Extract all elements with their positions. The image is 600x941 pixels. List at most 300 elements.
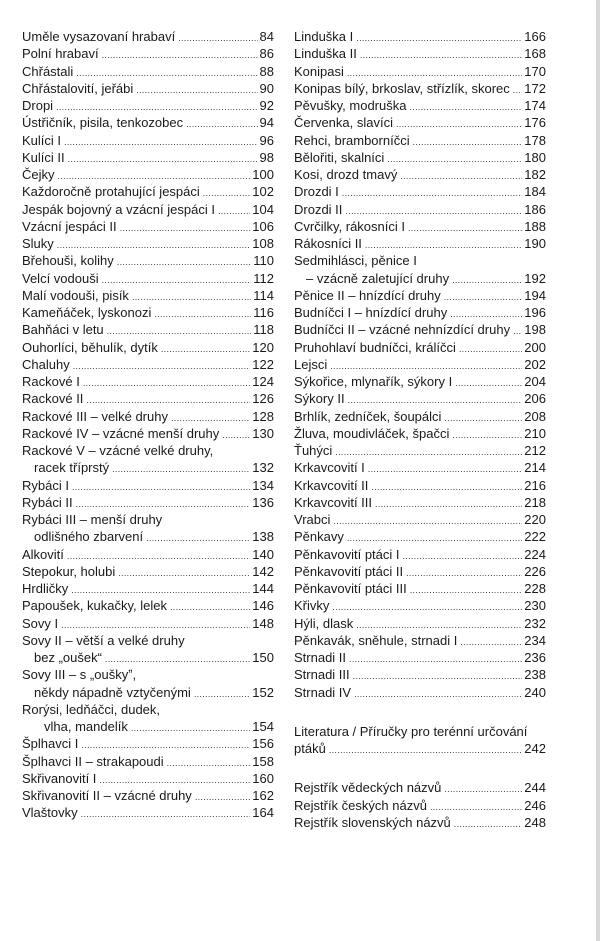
dot-leader bbox=[408, 218, 522, 235]
toc-entry-page: 238 bbox=[524, 667, 546, 683]
dot-leader bbox=[112, 459, 250, 476]
toc-entry[interactable] bbox=[294, 684, 546, 701]
dot-leader bbox=[400, 166, 522, 183]
toc-entry-page: 180 bbox=[524, 149, 546, 165]
dot-leader bbox=[118, 563, 250, 580]
toc-entry-page: 244 bbox=[524, 780, 546, 796]
toc-entry[interactable] bbox=[22, 132, 274, 149]
toc-entry-title: Sovy I bbox=[22, 615, 59, 631]
toc-entry-title: Strnadi II bbox=[294, 650, 347, 665]
toc-entry-title: – vzácně zaletující druhy bbox=[306, 270, 450, 286]
toc-entry-title: Malí vodouši, pisík bbox=[22, 287, 129, 303]
dot-leader bbox=[342, 183, 523, 200]
dot-leader bbox=[409, 97, 522, 114]
toc-entry-title: Pěnkavovití ptáci II bbox=[294, 563, 404, 579]
toc-entry[interactable] bbox=[22, 615, 274, 632]
toc-entry-page: 86 bbox=[259, 46, 274, 62]
toc-entry[interactable] bbox=[22, 546, 274, 563]
dot-leader bbox=[513, 80, 523, 97]
dot-leader bbox=[513, 321, 522, 338]
toc-entry[interactable] bbox=[22, 597, 274, 614]
toc-entry-title: ptáků bbox=[294, 741, 326, 756]
toc-entry-page: 184 bbox=[524, 184, 546, 200]
dot-leader bbox=[332, 597, 522, 614]
toc-entry[interactable] bbox=[294, 390, 546, 407]
toc-entry-page: 240 bbox=[524, 684, 546, 700]
toc-entry[interactable] bbox=[22, 511, 274, 546]
toc-entry[interactable] bbox=[22, 270, 274, 287]
toc-entry-title: Vlaštovky bbox=[22, 805, 78, 821]
toc-entry-title: Polní hrabaví bbox=[22, 46, 99, 62]
toc-entry[interactable] bbox=[294, 356, 546, 373]
toc-entry-title: Stepokur, holubi bbox=[22, 563, 116, 579]
toc-entry[interactable] bbox=[22, 218, 274, 235]
dot-leader bbox=[171, 408, 250, 425]
toc-entry-title-first-line: Rackové V – vzácné velké druhy, bbox=[22, 443, 214, 458]
toc-entry[interactable] bbox=[22, 166, 274, 183]
toc-entry-page: 162 bbox=[252, 788, 274, 803]
toc-entry[interactable] bbox=[22, 390, 274, 407]
dot-leader bbox=[161, 339, 250, 356]
toc-entry-title: Strnadi IV bbox=[294, 684, 352, 700]
toc-entry-title: Sýkory II bbox=[294, 391, 345, 407]
toc-entry-title: Brhlík, zedníček, šoupálci bbox=[294, 408, 442, 424]
toc-entry-page: 214 bbox=[524, 460, 546, 476]
toc-entry-title: Papoušek, kukačky, lelek bbox=[22, 598, 167, 614]
toc-entry-page: 164 bbox=[252, 805, 274, 821]
toc-entry-title-first-line: Literatura / Příručky pro terénní určování bbox=[294, 723, 528, 739]
toc-entry-page: 144 bbox=[252, 581, 274, 596]
toc-entry[interactable] bbox=[22, 183, 274, 200]
toc-entry-page: 94 bbox=[259, 115, 274, 131]
toc-entry[interactable] bbox=[22, 770, 274, 787]
toc-entry[interactable] bbox=[294, 814, 546, 831]
toc-entry-page: 188 bbox=[524, 218, 546, 234]
toc-entry[interactable] bbox=[294, 528, 546, 545]
toc-entry-title: Pěvušky, modruška bbox=[294, 98, 407, 113]
toc-entry-title: Hrdličky bbox=[22, 581, 69, 596]
dot-leader bbox=[203, 183, 251, 200]
toc-entry-title: Rejstřík slovenských názvů bbox=[294, 814, 451, 830]
toc-entry-title: Rejstřík českých názvů bbox=[294, 797, 427, 813]
dot-leader bbox=[136, 80, 257, 97]
toc-entry-page: 194 bbox=[524, 287, 546, 303]
toc-entry-page: 112 bbox=[253, 270, 274, 286]
toc-column-right bbox=[294, 28, 546, 831]
toc-entry-page: 198 bbox=[524, 322, 546, 338]
toc-entry-title: Chřástali bbox=[22, 63, 74, 79]
toc-entry[interactable] bbox=[22, 442, 274, 477]
toc-entry-page: 160 bbox=[252, 770, 274, 786]
dot-leader bbox=[170, 597, 250, 614]
toc-entry-title: odlišného zbarvení bbox=[34, 529, 144, 545]
toc-entry[interactable] bbox=[294, 373, 546, 390]
toc-entry-title: Pěnice II – hnízdící druhy bbox=[294, 287, 441, 303]
toc-entry-page: 118 bbox=[253, 322, 274, 338]
toc-entry-title: Rejstřík vědeckých názvů bbox=[294, 780, 442, 796]
dot-leader bbox=[67, 546, 250, 563]
dot-leader bbox=[56, 97, 257, 114]
dot-leader bbox=[356, 28, 522, 45]
toc-entry[interactable] bbox=[22, 356, 274, 373]
toc-entry-page: 150 bbox=[252, 650, 274, 665]
dot-leader bbox=[102, 270, 252, 287]
toc-entry[interactable] bbox=[294, 114, 546, 131]
toc-entry-title: Krkavcovití I bbox=[294, 460, 365, 476]
toc-entry-title: Velcí vodouši bbox=[22, 270, 99, 286]
toc-entry-title: Chřástalovití, jeřábi bbox=[22, 80, 134, 96]
dot-leader bbox=[71, 580, 250, 597]
toc-entry[interactable] bbox=[294, 63, 546, 80]
toc-entry-title: Šplhavci I bbox=[22, 736, 79, 752]
toc-entry-page: 222 bbox=[524, 529, 546, 545]
toc-entry[interactable] bbox=[294, 149, 546, 166]
toc-entry[interactable] bbox=[294, 511, 546, 528]
toc-entry-title: Břehouši, kolihy bbox=[22, 253, 114, 269]
dot-leader bbox=[353, 666, 523, 683]
dot-leader bbox=[72, 477, 250, 494]
toc-entry[interactable] bbox=[22, 804, 274, 821]
toc-entry[interactable] bbox=[294, 252, 546, 287]
toc-entry[interactable] bbox=[22, 425, 274, 442]
toc-entry[interactable] bbox=[294, 597, 546, 614]
toc-entry-page: 234 bbox=[524, 632, 546, 648]
toc-entry-page: 130 bbox=[252, 425, 274, 441]
toc-entry-page: 148 bbox=[252, 615, 274, 631]
toc-entry[interactable] bbox=[294, 459, 546, 476]
dot-leader bbox=[375, 494, 522, 511]
toc-entry-page: 212 bbox=[524, 443, 546, 458]
toc-entry-page: 100 bbox=[252, 167, 274, 182]
toc-entry-title: Skřivanovití II – vzácné druhy bbox=[22, 788, 192, 803]
toc-entry[interactable] bbox=[294, 235, 546, 252]
dot-leader bbox=[167, 753, 251, 770]
toc-entry-title: Rehci, bramborníčci bbox=[294, 132, 410, 148]
page-edge bbox=[596, 0, 600, 941]
toc-entry[interactable] bbox=[294, 132, 546, 149]
dot-leader bbox=[403, 546, 523, 563]
toc-entry-page: 200 bbox=[524, 339, 546, 355]
toc-entry-title: Čejky bbox=[22, 167, 55, 182]
toc-entry-title: Pruhohlaví budníčci, králíčci bbox=[294, 339, 456, 355]
toc-entry-page: 206 bbox=[524, 391, 546, 407]
toc-entry-title: Drozdi II bbox=[294, 201, 343, 217]
toc-entry-title: Sýkořice, mlynařík, sýkory I bbox=[294, 374, 453, 389]
toc-entry-title: Bahňáci v letu bbox=[22, 322, 104, 338]
toc-entry[interactable] bbox=[294, 632, 546, 649]
toc-entry-title: Rákosníci II bbox=[294, 236, 362, 251]
toc-entry-title: Lejsci bbox=[294, 356, 328, 372]
toc-entry[interactable] bbox=[22, 114, 274, 131]
dot-leader bbox=[83, 373, 250, 390]
dot-leader bbox=[371, 477, 522, 494]
dot-leader bbox=[330, 356, 522, 373]
toc-entry-title: Žluva, moudivláček, špačci bbox=[294, 425, 450, 441]
toc-entry[interactable] bbox=[294, 80, 546, 97]
toc-entry-title: někdy nápadně vztyčenými bbox=[34, 684, 191, 700]
dot-leader bbox=[117, 252, 251, 269]
toc-entry-title: Budníčci II – vzácné nehnízdící druhy bbox=[294, 322, 511, 338]
toc-entry-page: 226 bbox=[524, 563, 546, 579]
toc-entry[interactable] bbox=[22, 563, 274, 580]
toc-entry-page: 134 bbox=[252, 477, 274, 493]
dot-leader bbox=[132, 287, 251, 304]
dot-leader bbox=[86, 390, 250, 407]
toc-entry-title: Rackové IV – vzácné menší druhy bbox=[22, 425, 220, 441]
toc-entry[interactable] bbox=[294, 97, 546, 114]
toc-entry[interactable] bbox=[294, 797, 546, 814]
dot-leader bbox=[452, 425, 522, 442]
toc-entry[interactable] bbox=[294, 321, 546, 338]
toc-entry-title: Červenka, slavíci bbox=[294, 115, 393, 131]
toc-entry-title-first-line: Sedmihlásci, pěnice I bbox=[294, 253, 417, 269]
dot-leader bbox=[154, 304, 251, 321]
toc-entry-page: 248 bbox=[524, 814, 546, 830]
dot-leader bbox=[455, 373, 522, 390]
toc-entry-page: 110 bbox=[253, 253, 274, 269]
dot-leader bbox=[410, 580, 523, 597]
dot-leader bbox=[348, 390, 523, 407]
toc-entry-title: Křivky bbox=[294, 598, 330, 614]
toc-entry[interactable] bbox=[294, 304, 546, 321]
dot-leader bbox=[454, 814, 523, 831]
dot-leader bbox=[186, 114, 257, 131]
toc-entry[interactable] bbox=[294, 339, 546, 356]
toc-entry-title: Vrabci bbox=[294, 512, 331, 527]
toc-entry-page: 98 bbox=[259, 149, 274, 165]
toc-entry-page: 210 bbox=[524, 425, 546, 441]
dot-leader bbox=[347, 63, 522, 80]
dot-leader bbox=[368, 459, 523, 476]
toc-entry-page: 168 bbox=[524, 46, 546, 62]
dot-leader bbox=[146, 528, 250, 545]
toc-entry-title-first-line: Rorýsi, ledňáčci, dudek, bbox=[22, 701, 161, 717]
toc-entry[interactable] bbox=[22, 28, 274, 45]
toc-column-left bbox=[22, 28, 274, 822]
toc-entry-page: 146 bbox=[252, 598, 274, 614]
toc-entry[interactable] bbox=[22, 373, 274, 390]
toc-entry-title: Kosi, drozd tmavý bbox=[294, 167, 398, 182]
dot-leader bbox=[444, 287, 523, 304]
dot-leader bbox=[430, 797, 522, 814]
toc-entry[interactable] bbox=[294, 201, 546, 218]
toc-entry[interactable] bbox=[22, 477, 274, 494]
toc-entry[interactable] bbox=[22, 149, 274, 166]
toc-entry-page: 108 bbox=[252, 236, 274, 251]
toc-entry-page: 132 bbox=[252, 460, 274, 476]
toc-entry-title: Konipasi bbox=[294, 63, 344, 79]
toc-entry-page: 154 bbox=[252, 719, 274, 734]
toc-entry[interactable] bbox=[22, 201, 274, 218]
toc-entry[interactable] bbox=[22, 632, 274, 667]
toc-entry[interactable] bbox=[294, 408, 546, 425]
dot-leader bbox=[102, 45, 258, 62]
toc-entry[interactable] bbox=[22, 666, 274, 701]
toc-entry-page: 120 bbox=[252, 339, 274, 355]
toc-entry-page: 84 bbox=[259, 29, 274, 44]
dot-leader bbox=[354, 684, 522, 701]
toc-entry-title: Uměle vysazovaní hrabaví bbox=[22, 29, 176, 44]
dot-leader bbox=[329, 740, 522, 757]
toc-entry[interactable] bbox=[22, 235, 274, 252]
toc-entry[interactable] bbox=[22, 45, 274, 62]
dot-leader bbox=[73, 356, 251, 373]
dot-leader bbox=[81, 735, 250, 752]
toc-entry-page: 208 bbox=[524, 408, 546, 424]
toc-entry-title: Rackové III – velké druhy bbox=[22, 408, 168, 424]
toc-entry-title-first-line: Rybáci III – menší druhy bbox=[22, 512, 163, 527]
toc-entry-page: 220 bbox=[524, 512, 546, 527]
toc-entry[interactable] bbox=[22, 80, 274, 97]
toc-entry[interactable] bbox=[294, 779, 546, 796]
toc-entry[interactable] bbox=[294, 666, 546, 683]
toc-entry[interactable] bbox=[294, 546, 546, 563]
dot-leader bbox=[345, 201, 522, 218]
toc-entry-page: 204 bbox=[524, 374, 546, 389]
toc-entry-title: Linduška II bbox=[294, 46, 357, 62]
toc-entry[interactable] bbox=[22, 787, 274, 804]
toc-entry-page: 128 bbox=[252, 408, 274, 424]
toc-entry-title: racek tříprstý bbox=[34, 460, 110, 476]
toc-entry-page: 140 bbox=[252, 546, 274, 562]
dot-leader bbox=[444, 408, 522, 425]
toc-entry-title: Strnadi III bbox=[294, 667, 350, 683]
dot-leader bbox=[68, 149, 258, 166]
toc-entry-title: Jespák bojovný a vzácní jespáci I bbox=[22, 201, 215, 217]
dot-leader bbox=[178, 28, 257, 45]
toc-entry-page: 228 bbox=[524, 581, 546, 596]
toc-entry[interactable] bbox=[22, 408, 274, 425]
toc-entry[interactable] bbox=[294, 494, 546, 511]
toc-entry-page: 90 bbox=[259, 80, 274, 96]
toc-entry[interactable] bbox=[294, 442, 546, 459]
toc-entry-page: 106 bbox=[252, 218, 274, 234]
toc-entry-page: 156 bbox=[252, 736, 274, 752]
dot-leader bbox=[61, 615, 250, 632]
toc-entry-page: 186 bbox=[524, 201, 546, 217]
toc-entry-page: 122 bbox=[252, 356, 274, 372]
toc-entry[interactable] bbox=[294, 45, 546, 62]
dot-leader bbox=[335, 442, 522, 459]
toc-entry-page: 102 bbox=[252, 184, 274, 200]
toc-entry[interactable] bbox=[294, 166, 546, 183]
dot-leader bbox=[64, 132, 258, 149]
toc-entry[interactable] bbox=[22, 321, 274, 338]
toc-entry[interactable] bbox=[22, 701, 274, 736]
dot-leader bbox=[131, 718, 250, 735]
toc-entry[interactable] bbox=[22, 97, 274, 114]
toc-entry-title: bez „oušek“ bbox=[34, 650, 102, 665]
toc-entry-page: 138 bbox=[252, 529, 274, 545]
toc-entry[interactable] bbox=[294, 287, 546, 304]
toc-entry-page: 170 bbox=[524, 63, 546, 79]
toc-entry-title: Kameňáček, lyskonozi bbox=[22, 305, 152, 320]
dot-leader bbox=[107, 321, 252, 338]
toc-entry-page: 230 bbox=[524, 598, 546, 614]
toc-entry[interactable] bbox=[294, 580, 546, 597]
toc-entry-page: 136 bbox=[252, 494, 274, 510]
toc-entry-page: 224 bbox=[524, 546, 546, 562]
toc-entry-title: Ouhorlíci, běhulík, dytík bbox=[22, 339, 158, 355]
toc-entry-page: 242 bbox=[524, 741, 546, 756]
toc-entry[interactable] bbox=[294, 649, 546, 666]
toc-entry-page: 142 bbox=[252, 563, 274, 579]
toc-entry-page: 174 bbox=[524, 98, 546, 113]
toc-entry[interactable] bbox=[22, 494, 274, 511]
toc-entry[interactable] bbox=[294, 615, 546, 632]
dot-leader bbox=[406, 563, 522, 580]
toc-entry-title: Rackové I bbox=[22, 374, 80, 389]
toc-entry[interactable] bbox=[294, 563, 546, 580]
toc-entry-title: Chaluhy bbox=[22, 356, 70, 372]
toc-entry-title: Alkovití bbox=[22, 546, 64, 562]
toc-entry-page: 124 bbox=[252, 374, 274, 389]
toc-entry-title: Linduška I bbox=[294, 29, 354, 44]
dot-leader bbox=[413, 132, 523, 149]
toc-entry[interactable] bbox=[294, 183, 546, 200]
toc-entry-title: vlha, mandelík bbox=[44, 719, 128, 734]
toc-entry-title: Drozdi I bbox=[294, 184, 339, 200]
dot-leader bbox=[452, 270, 522, 287]
toc-entry-page: 178 bbox=[524, 132, 546, 148]
dot-leader bbox=[459, 339, 522, 356]
dot-leader bbox=[195, 787, 250, 804]
dot-leader bbox=[460, 632, 522, 649]
toc-entry-title: Pěnkavák, sněhule, strnadi I bbox=[294, 632, 458, 648]
toc-entry[interactable] bbox=[22, 63, 274, 80]
toc-entry-title: Rybáci II bbox=[22, 494, 73, 510]
toc-entry[interactable] bbox=[294, 28, 546, 45]
toc-entry-title: Cvrčilky, rákosníci I bbox=[294, 218, 405, 234]
dot-leader bbox=[365, 235, 522, 252]
toc-entry[interactable] bbox=[22, 252, 274, 269]
dot-leader bbox=[356, 615, 522, 632]
dot-leader bbox=[347, 528, 522, 545]
toc-entry[interactable] bbox=[22, 753, 274, 770]
dot-leader bbox=[360, 45, 522, 62]
toc-entry-page: 202 bbox=[524, 356, 546, 372]
dot-leader bbox=[396, 114, 522, 131]
toc-entry-page: 116 bbox=[253, 305, 274, 320]
toc-entry-title: Ústřičník, pisila, tenkozobec bbox=[22, 115, 184, 131]
toc-entry[interactable] bbox=[22, 304, 274, 321]
toc-entry-title: Krkavcovití II bbox=[294, 477, 369, 493]
dot-leader bbox=[387, 149, 522, 166]
toc-entry[interactable] bbox=[294, 218, 546, 235]
toc-entry-title: Vzácní jespáci II bbox=[22, 218, 117, 234]
dot-leader bbox=[194, 684, 250, 701]
dot-leader bbox=[99, 770, 250, 787]
dot-leader bbox=[333, 511, 522, 528]
toc-entry-title: Šplhavci II – strakapoudi bbox=[22, 753, 164, 769]
toc-entry-page: 88 bbox=[259, 63, 274, 79]
dot-leader bbox=[450, 304, 522, 321]
toc-entry[interactable] bbox=[22, 735, 274, 752]
dot-leader bbox=[222, 425, 250, 442]
toc-entry-page: 190 bbox=[524, 236, 546, 251]
toc-entry[interactable] bbox=[22, 339, 274, 356]
toc-entry[interactable] bbox=[294, 723, 546, 758]
section-spacer bbox=[294, 757, 546, 779]
toc-entry-title: Dropi bbox=[22, 98, 54, 113]
toc-entry[interactable] bbox=[294, 425, 546, 442]
dot-leader bbox=[76, 63, 257, 80]
dot-leader bbox=[76, 494, 251, 511]
toc-entry[interactable] bbox=[22, 580, 274, 597]
toc-entry-page: 114 bbox=[253, 287, 274, 303]
toc-entry[interactable] bbox=[22, 287, 274, 304]
toc-entry[interactable] bbox=[294, 477, 546, 494]
